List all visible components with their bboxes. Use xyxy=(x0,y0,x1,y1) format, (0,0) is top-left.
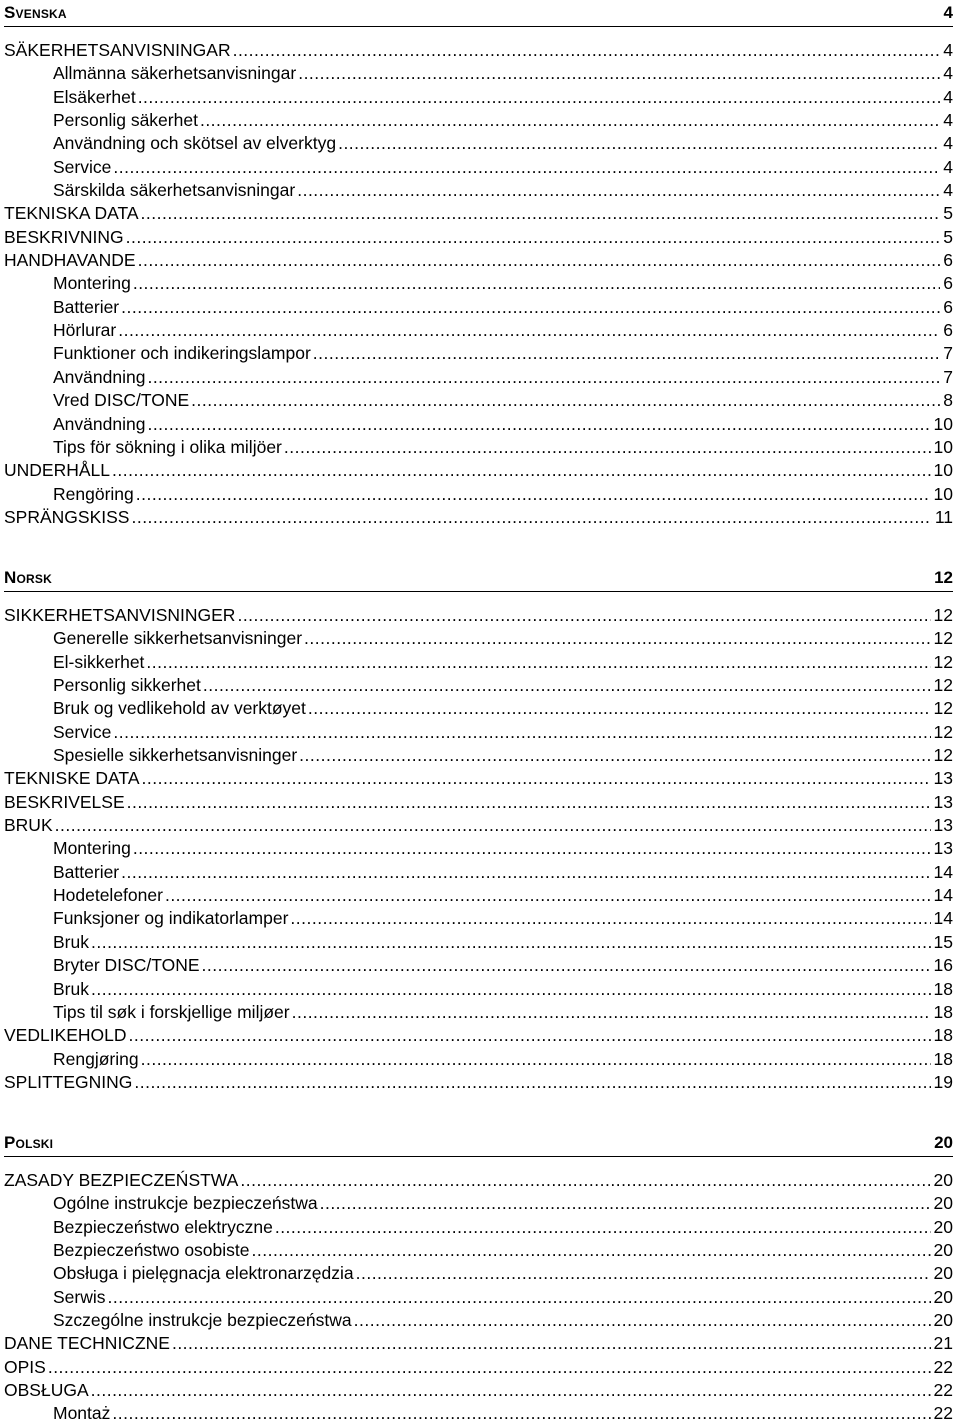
toc-entry-title: Bezpieczeństwo elektryczne xyxy=(53,1216,273,1237)
toc-entry-page: 4 xyxy=(943,156,953,177)
toc-entry[interactable] xyxy=(4,907,953,930)
toc-entry-page: 20 xyxy=(933,1193,953,1214)
dot-leader xyxy=(142,767,931,790)
dot-leader xyxy=(202,954,931,977)
toc-entry-page: 20 xyxy=(933,1310,953,1331)
toc-entry[interactable] xyxy=(4,814,953,837)
toc-entry[interactable] xyxy=(4,319,953,342)
toc-entry[interactable] xyxy=(4,721,953,744)
toc-entry-title: Elsäkerhet xyxy=(53,86,136,107)
toc-entry-title: TEKNISKA DATA xyxy=(4,203,139,224)
toc-entry[interactable] xyxy=(4,791,953,814)
toc-entry[interactable] xyxy=(4,86,953,109)
toc-entry-title: Rengjøring xyxy=(53,1048,139,1069)
toc-entry-page: 12 xyxy=(933,675,953,696)
dot-leader xyxy=(121,296,940,319)
toc-entry[interactable] xyxy=(4,1239,953,1262)
toc-entry-title: Användning xyxy=(53,366,146,387)
toc-entry-title: Obsługa i pielęgnacja elektronarzędzia xyxy=(53,1263,354,1284)
toc-entry-title: ZASADY BEZPIECZEŃSTWA xyxy=(4,1170,239,1190)
toc-entry[interactable] xyxy=(4,506,953,529)
toc-entry[interactable] xyxy=(4,459,953,482)
toc-entry-title: Service xyxy=(53,156,112,177)
toc-entry[interactable] xyxy=(4,436,953,459)
dot-leader xyxy=(240,1169,930,1192)
toc-entry[interactable] xyxy=(4,978,953,1001)
toc-entry-page: 12 xyxy=(933,698,953,719)
dot-leader xyxy=(191,389,940,412)
toc-section-svenska xyxy=(4,0,953,529)
toc-entry-page: 6 xyxy=(943,250,953,271)
dot-leader xyxy=(141,1048,931,1071)
toc-entry[interactable] xyxy=(4,627,953,650)
dot-leader xyxy=(127,791,931,814)
toc-section-polski xyxy=(4,1130,953,1426)
toc-entry-title: Ogólne instrukcje bezpieczeństwa xyxy=(53,1193,318,1214)
dot-leader xyxy=(136,483,931,506)
dot-leader xyxy=(138,249,941,272)
toc-entry-title: Rengöring xyxy=(53,483,134,504)
toc-entry-title: Tips för sökning i olika miljöer xyxy=(53,436,282,457)
toc-entry-title: Szczególne instrukcje bezpieczeństwa xyxy=(53,1310,352,1331)
toc-entry-page: 4 xyxy=(943,110,953,131)
toc-entry[interactable] xyxy=(4,249,953,272)
dot-leader xyxy=(91,978,931,1001)
toc-entry-page: 18 xyxy=(933,1048,953,1069)
dot-leader xyxy=(356,1262,931,1285)
toc-entry-page: 18 xyxy=(933,978,953,999)
toc-entry-page: 14 xyxy=(933,908,953,929)
toc-entry-title: Särskilda säkerhetsanvisningar xyxy=(53,180,296,201)
toc-entry-title: SIKKERHETSANVISNINGER xyxy=(4,605,236,625)
toc-entry-title: Bruk xyxy=(53,978,89,999)
dot-leader xyxy=(141,202,941,225)
toc-entry-title: Hodetelefoner xyxy=(53,885,163,906)
toc-entry-title: El-sikkerhet xyxy=(53,651,145,672)
toc-entry-title: Vred DISC/TONE xyxy=(53,390,190,411)
dot-leader xyxy=(91,931,931,954)
dot-leader xyxy=(299,744,930,767)
toc-entry[interactable] xyxy=(4,884,953,907)
toc-entry-title: Bezpieczeństwo osobiste xyxy=(53,1240,250,1261)
toc-list xyxy=(4,39,953,529)
toc-entry-title: UNDERHÅLL xyxy=(4,460,110,481)
toc-entry[interactable] xyxy=(4,1001,953,1024)
toc-entry-title: OPIS xyxy=(4,1356,46,1377)
toc-entry-page: 5 xyxy=(943,203,953,224)
dot-leader xyxy=(48,1356,931,1379)
section-page-number: 4 xyxy=(943,3,953,22)
dot-leader xyxy=(297,179,940,202)
toc-entry[interactable] xyxy=(4,674,953,697)
toc-list xyxy=(4,1169,953,1426)
toc-entry[interactable] xyxy=(4,604,953,627)
toc-entry[interactable] xyxy=(4,1402,953,1425)
toc-entry[interactable] xyxy=(4,837,953,860)
toc-entry-title: Montaż xyxy=(53,1403,111,1424)
toc-entry-title: Hörlurar xyxy=(53,320,117,341)
toc-entry-title: Batterier xyxy=(53,296,120,317)
toc-entry-title: Batterier xyxy=(53,861,120,882)
toc-entry-title: Montering xyxy=(53,838,131,859)
toc-entry-title: Funktioner och indikeringslampor xyxy=(53,343,311,364)
toc-entry-title: Service xyxy=(53,721,112,742)
toc-entry[interactable] xyxy=(4,1216,953,1239)
dot-leader xyxy=(121,861,930,884)
toc-entry[interactable] xyxy=(4,109,953,132)
dot-leader xyxy=(112,1402,930,1425)
dot-leader xyxy=(165,884,931,907)
toc-entry[interactable] xyxy=(4,1192,953,1215)
toc-entry[interactable] xyxy=(4,39,953,62)
toc-entry-title: OBSŁUGA xyxy=(4,1380,89,1401)
dot-leader xyxy=(91,1379,931,1402)
toc-entry-page: 7 xyxy=(943,366,953,387)
toc-entry[interactable] xyxy=(4,744,953,767)
dot-leader xyxy=(133,272,940,295)
toc-entry[interactable] xyxy=(4,1286,953,1309)
toc-entry[interactable] xyxy=(4,651,953,674)
section-page-number: 12 xyxy=(934,568,953,587)
toc-entry-page: 12 xyxy=(933,605,953,625)
dot-leader xyxy=(338,132,940,155)
toc-entry[interactable] xyxy=(4,226,953,249)
toc-entry-title: Allmänna säkerhetsanvisningar xyxy=(53,63,297,84)
toc-entry-page: 12 xyxy=(933,745,953,766)
toc-entry[interactable] xyxy=(4,483,953,506)
toc-entry-page: 18 xyxy=(933,1025,953,1046)
section-title: Polski xyxy=(4,1133,54,1152)
dot-leader xyxy=(131,506,931,529)
dot-leader xyxy=(172,1332,931,1355)
toc-entry-title: Spesielle sikkerhetsanvisninger xyxy=(53,745,298,766)
toc-entry-title: Bryter DISC/TONE xyxy=(53,955,200,976)
toc-entry-page: 14 xyxy=(933,861,953,882)
toc-entry[interactable] xyxy=(4,366,953,389)
toc-entry[interactable] xyxy=(4,931,953,954)
toc-entry-page: 14 xyxy=(933,885,953,906)
toc-entry[interactable] xyxy=(4,767,953,790)
section-heading xyxy=(4,565,953,592)
toc-entry[interactable] xyxy=(4,179,953,202)
toc-entry-page: 13 xyxy=(933,768,953,789)
toc-section-norsk xyxy=(4,565,953,1094)
dot-leader xyxy=(203,674,931,697)
toc-entry[interactable] xyxy=(4,1169,953,1192)
toc-list xyxy=(4,604,953,1094)
toc-entry-page: 10 xyxy=(933,436,953,457)
toc-entry-title: Bruk og vedlikehold av verktøyet xyxy=(53,698,306,719)
dot-leader xyxy=(118,319,940,342)
dot-leader xyxy=(292,1001,931,1024)
toc-entry-page: 20 xyxy=(933,1286,953,1307)
toc-entry-title: Funksjoner og indikatorlamper xyxy=(53,908,289,929)
dot-leader xyxy=(290,907,930,930)
dot-leader xyxy=(126,226,941,249)
toc-entry-page: 11 xyxy=(934,506,953,527)
toc-entry-title: SPRÄNGSKISS xyxy=(4,506,130,527)
dot-leader xyxy=(134,1071,930,1094)
toc-entry-title: SPLITTEGNING xyxy=(4,1071,133,1092)
toc-entry[interactable] xyxy=(4,1048,953,1071)
toc-entry[interactable] xyxy=(4,1356,953,1379)
toc-entry-title: BESKRIVELSE xyxy=(4,791,125,812)
toc-entry[interactable] xyxy=(4,156,953,179)
dot-leader xyxy=(113,156,940,179)
toc-entry-page: 6 xyxy=(943,296,953,317)
toc-entry-page: 20 xyxy=(933,1170,953,1190)
dot-leader xyxy=(252,1239,931,1262)
dot-leader xyxy=(200,109,940,132)
toc-entry-page: 12 xyxy=(933,651,953,672)
toc-entry-page: 22 xyxy=(933,1403,953,1424)
toc-entry-page: 21 xyxy=(933,1333,953,1354)
toc-entry[interactable] xyxy=(4,132,953,155)
dot-leader xyxy=(284,436,931,459)
dot-leader xyxy=(298,62,940,85)
toc-entry-page: 13 xyxy=(933,791,953,812)
toc-entry-page: 4 xyxy=(943,133,953,154)
dot-leader xyxy=(313,342,940,365)
toc-entry-page: 15 xyxy=(933,931,953,952)
section-heading xyxy=(4,1130,953,1157)
toc-entry-page: 13 xyxy=(933,815,953,836)
toc-entry[interactable] xyxy=(4,202,953,225)
dot-leader xyxy=(233,39,941,62)
toc-entry-page: 16 xyxy=(933,955,953,976)
toc-entry[interactable] xyxy=(4,1379,953,1402)
toc-entry-page: 8 xyxy=(943,390,953,411)
toc-entry-page: 5 xyxy=(943,226,953,247)
section-heading xyxy=(4,0,953,27)
toc-entry-title: BRUK xyxy=(4,815,53,836)
toc-entry[interactable] xyxy=(4,954,953,977)
toc-entry-title: HANDHAVANDE xyxy=(4,250,136,271)
toc-entry-page: 22 xyxy=(933,1356,953,1377)
toc-entry-page: 20 xyxy=(933,1240,953,1261)
toc-entry-page: 13 xyxy=(933,838,953,859)
toc-entry-page: 4 xyxy=(943,40,953,60)
dot-leader xyxy=(320,1192,931,1215)
toc-entry-title: Personlig sikkerhet xyxy=(53,675,201,696)
toc-entry-title: Bruk xyxy=(53,931,89,952)
toc-entry-title: Tips til søk i forskjellige miljøer xyxy=(53,1001,290,1022)
toc-entry-title: BESKRIVNING xyxy=(4,226,124,247)
toc-entry-title: VEDLIKEHOLD xyxy=(4,1025,127,1046)
dot-leader xyxy=(308,697,931,720)
toc-entry-title: SÄKERHETSANVISNINGAR xyxy=(4,40,231,60)
section-page-number: 20 xyxy=(934,1133,953,1152)
toc-entry-page: 20 xyxy=(933,1263,953,1284)
toc-entry-title: Generelle sikkerhetsanvisninger xyxy=(53,628,303,649)
toc-entry-page: 4 xyxy=(943,86,953,107)
toc-entry-title: Serwis xyxy=(53,1286,106,1307)
toc-entry-title: TEKNISKE DATA xyxy=(4,768,140,789)
toc-entry[interactable] xyxy=(4,697,953,720)
toc-entry-title: Montering xyxy=(53,273,131,294)
dot-leader xyxy=(129,1024,931,1047)
toc-entry-title: Personlig säkerhet xyxy=(53,110,198,131)
toc-entry[interactable] xyxy=(4,1332,953,1355)
toc-entry-page: 22 xyxy=(933,1380,953,1401)
toc-entry-page: 6 xyxy=(943,273,953,294)
toc-entry[interactable] xyxy=(4,861,953,884)
dot-leader xyxy=(55,814,931,837)
dot-leader xyxy=(133,837,931,860)
dot-leader xyxy=(108,1286,931,1309)
toc-entry[interactable] xyxy=(4,62,953,85)
toc-entry-page: 6 xyxy=(943,320,953,341)
toc-entry[interactable] xyxy=(4,296,953,319)
toc-entry-page: 10 xyxy=(933,413,953,434)
toc-entry-title: DANE TECHNICZNE xyxy=(4,1333,170,1354)
toc-entry-title: Användning xyxy=(53,413,146,434)
toc-entry-page: 7 xyxy=(943,343,953,364)
section-title: Svenska xyxy=(4,3,67,22)
toc-entry-page: 18 xyxy=(933,1001,953,1022)
toc-entry-page: 10 xyxy=(933,483,953,504)
dot-leader xyxy=(138,86,941,109)
toc-entry[interactable] xyxy=(4,1309,953,1332)
toc-entry-page: 20 xyxy=(933,1216,953,1237)
toc-entry[interactable] xyxy=(4,1071,953,1094)
toc-entry-page: 12 xyxy=(933,721,953,742)
toc-entry-title: Användning och skötsel av elverktyg xyxy=(53,133,337,154)
toc-entry[interactable] xyxy=(4,1024,953,1047)
dot-leader xyxy=(354,1309,931,1332)
dot-leader xyxy=(113,721,930,744)
dot-leader xyxy=(147,366,940,389)
toc-entry[interactable] xyxy=(4,342,953,365)
section-title: Norsk xyxy=(4,568,52,587)
toc-entry[interactable] xyxy=(4,1262,953,1285)
dot-leader xyxy=(304,627,931,650)
toc-entry[interactable] xyxy=(4,389,953,412)
dot-leader xyxy=(275,1216,931,1239)
toc-entry[interactable] xyxy=(4,272,953,295)
dot-leader xyxy=(147,413,930,436)
toc-entry-page: 19 xyxy=(933,1071,953,1092)
dot-leader xyxy=(112,459,931,482)
toc-entry-page: 12 xyxy=(933,628,953,649)
dot-leader xyxy=(146,651,930,674)
dot-leader xyxy=(237,604,930,627)
toc-entry-page: 4 xyxy=(943,180,953,201)
toc-entry[interactable] xyxy=(4,413,953,436)
toc-entry-page: 10 xyxy=(933,460,953,481)
toc-entry-page: 4 xyxy=(943,63,953,84)
